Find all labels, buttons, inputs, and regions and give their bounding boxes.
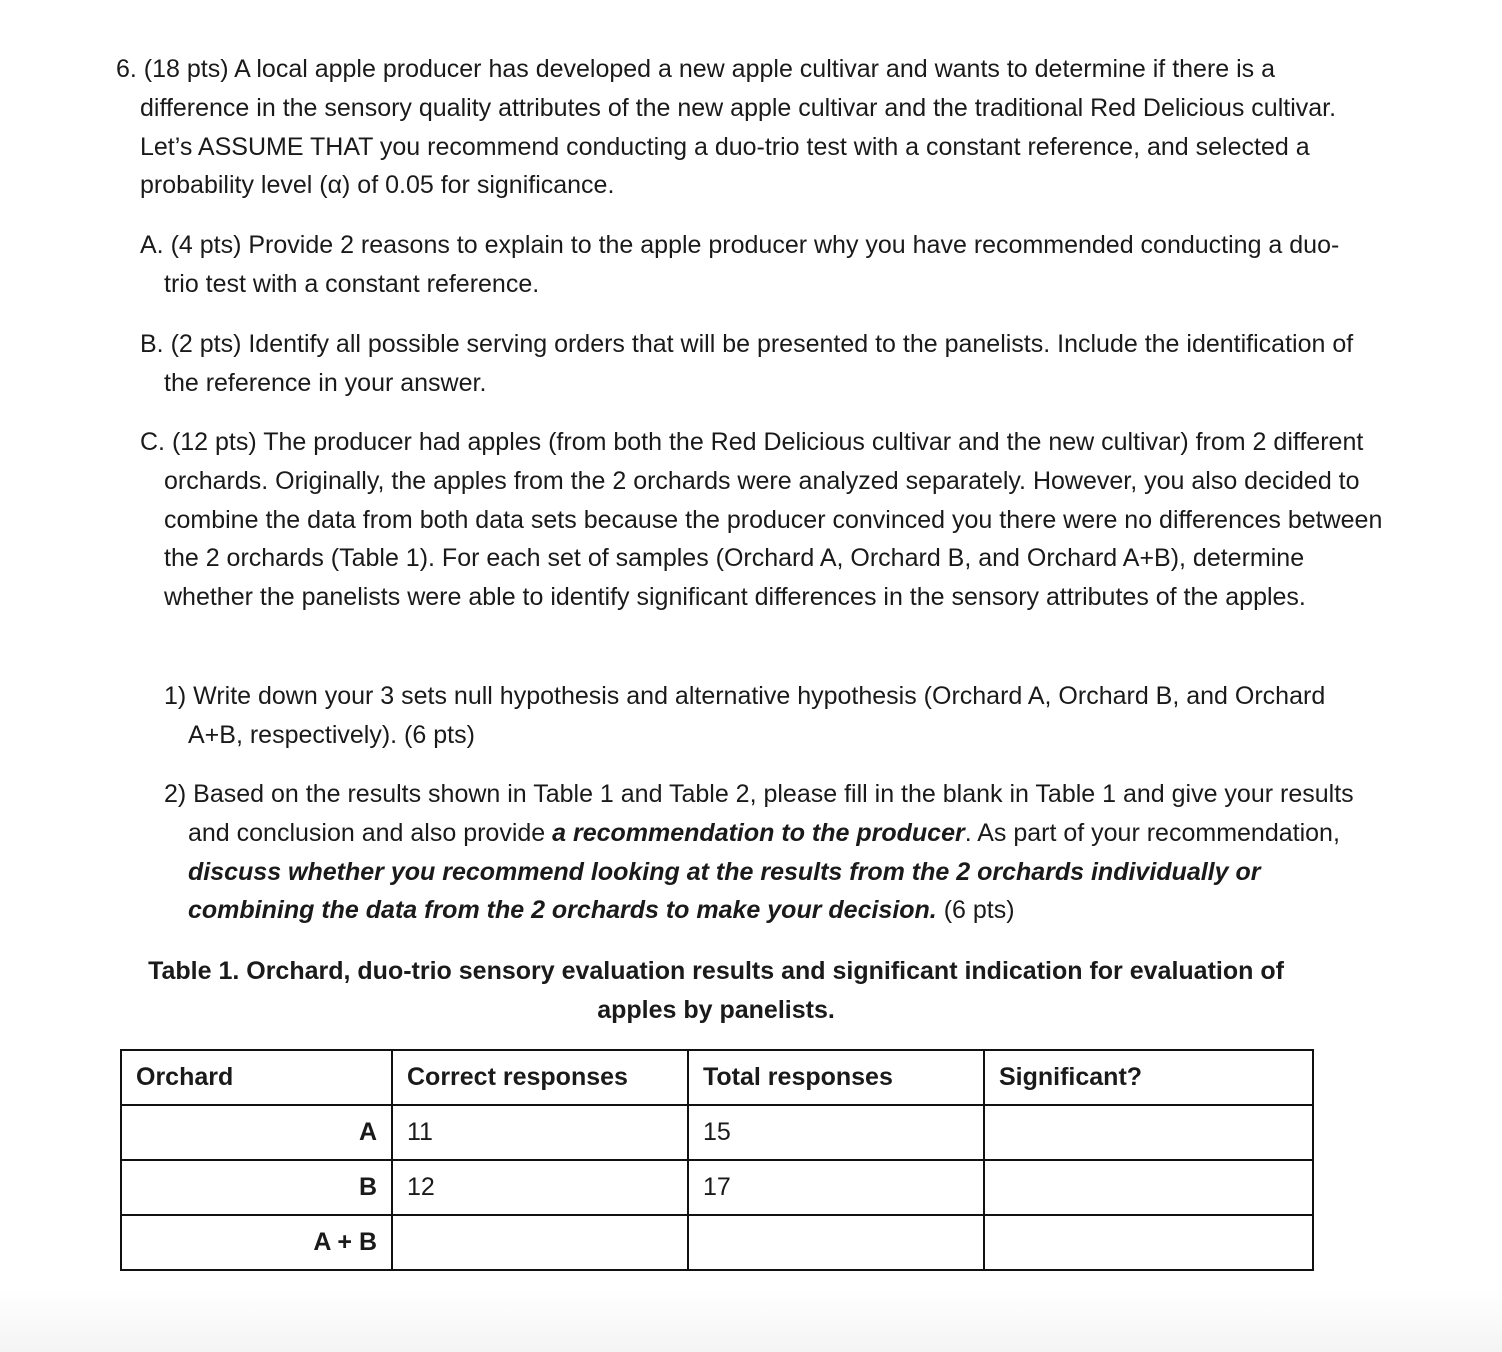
cell-significant: [984, 1105, 1313, 1160]
table-row: [121, 1215, 1313, 1270]
header-correct-responses: Correct responses: [392, 1050, 688, 1105]
cell-total: 17: [688, 1160, 984, 1215]
table-1: [120, 1049, 1314, 1271]
cell-correct: [392, 1215, 688, 1270]
sub-question-2-text-1: 2) Based on the results shown in Table 1 and Table 2, please fill in the blank in Table 1 and give your results and conclusion and also provide: [164, 780, 1354, 847]
cell-orchard: A + B: [121, 1215, 392, 1270]
cell-total: 15: [688, 1105, 984, 1160]
sub-question-2-emphasis-1: a recommendation to the producer: [552, 818, 965, 847]
cell-orchard: A: [121, 1105, 392, 1160]
table-row: [121, 1105, 1313, 1160]
cell-orchard: B: [121, 1160, 392, 1215]
question-6-intro: 6. (18 pts) A local apple producer has developed a new apple cultivar and wants to determine if there is a difference in the sensory quality attributes of the new apple cultivar and the traditional Red Delicious cultivar. Let’s ASSUME THAT you recommend conducting a duo-trio test with a constant reference, and selected a probability level (α) of 0.05 for significance.: [116, 55, 1337, 200]
sub-question-1: 1) Write down your 3 sets null hypothesis and alternative hypothesis (Orchard A, Orchard B, and Orchard A+B, respectively). (6 pts): [164, 682, 1326, 749]
cell-significant: [984, 1215, 1313, 1270]
question-part-c: C. (12 pts) The producer had apples (from both the Red Delicious cultivar and the new cultivar) from 2 different orchards. Originally, the apples from the 2 orchards were analyzed separately. However, you also decided to combine the data from both data sets because the producer convinced you there were no differences between the 2 orchards (Table 1). For each set of samples (Orchard A, Orchard B, and Orchard A+B), determine whether the panelists were able to identify significant differences in the sensory attributes of the apples.: [140, 428, 1383, 612]
sub-question-2-emphasis-2: discuss whether you recommend looking at the results from the 2 orchards individually or combining the data from the 2 orchards to make your decision.: [188, 857, 1261, 925]
header-significant: Significant?: [984, 1050, 1313, 1105]
table-row: [121, 1160, 1313, 1215]
question-part-b: B. (2 pts) Identify all possible serving orders that will be presented to the panelists. Include the identification of the reference in your answer.: [140, 330, 1354, 397]
table-header-row: [121, 1050, 1313, 1105]
cell-correct: 11: [392, 1105, 688, 1160]
sub-question-2-text-3: (6 pts): [936, 896, 1015, 925]
sub-question-2: [164, 775, 1388, 930]
cell-significant: [984, 1160, 1313, 1215]
cell-correct: 12: [392, 1160, 688, 1215]
sub-question-2-text-2: . As part of your recommendation,: [964, 818, 1340, 847]
table-1-caption: Table 1. Orchard, duo-trio sensory evaluation results and significant indication for evaluation of apples by panelists.: [148, 957, 1284, 1024]
question-part-a: A. (4 pts) Provide 2 reasons to explain to the apple producer why you have recommended conducting a duo-trio test with a constant reference.: [140, 231, 1340, 298]
page-bottom-edge: [0, 1290, 1502, 1352]
header-orchard: Orchard: [121, 1050, 392, 1105]
cell-total: [688, 1215, 984, 1270]
header-total-responses: Total responses: [688, 1050, 984, 1105]
